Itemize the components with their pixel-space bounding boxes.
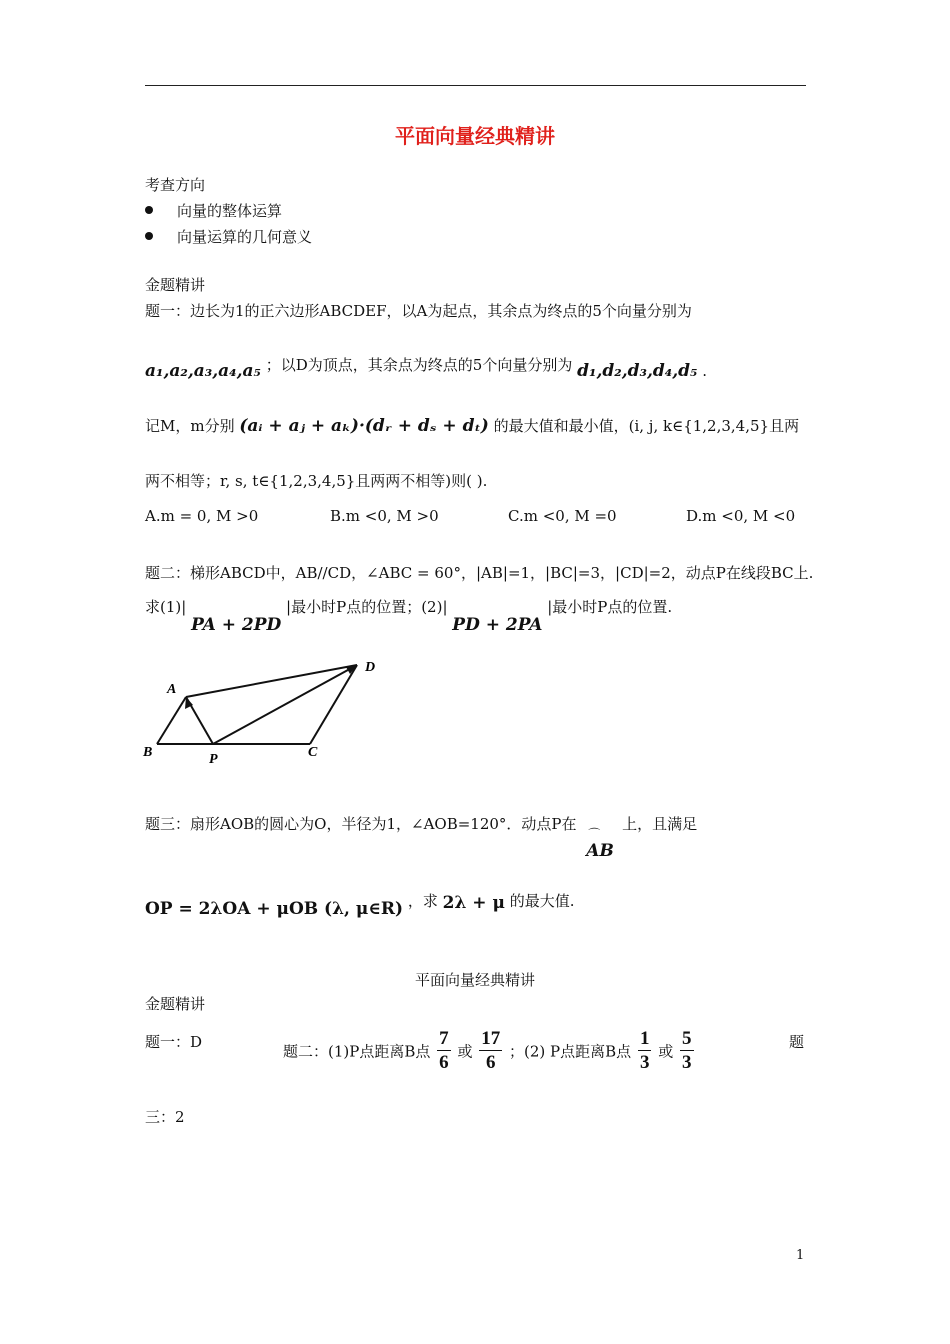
trapezoid-figure	[140, 655, 390, 770]
answer-2: 题二：(1)P点距离B点 $\frac{7}{6}$ 或 $\frac{17}{6}$ ；(2) P点距离B点 $\frac{1}{3}$ 或 $\frac{5}{3}$	[283, 1028, 696, 1076]
answer-1: 题一：D	[145, 1033, 203, 1051]
problem1-line2: a₁,a₂,a₃,a₄,a₅ ；以D为顶点，其余点为终点的5个向量分别为 d₁,d₂,d₃,d₄,d₅ .	[145, 356, 708, 381]
option-b: B.m <0, M >0	[330, 507, 439, 525]
bullet-icon	[145, 232, 153, 240]
problem3-line1: 题三：扇形AOB的圆心为O，半径为1，∠AOB=120°．动点P在 ⌒ AB 上，且满足	[145, 815, 698, 861]
label-c: C	[308, 745, 318, 760]
label-a: A	[167, 682, 177, 697]
problem1-line4: 两不相等；r, s, t∈{1,2,3,4,5}且两两不相等)则( ).	[145, 472, 488, 490]
problem2-line2: 求(1)| PA + 2PD |最小时P点的位置；(2)| PD + 2PA |最小时P点的位置.	[145, 598, 673, 635]
problems-heading: 金题精讲	[145, 276, 206, 294]
answers-heading: 金题精讲	[145, 995, 206, 1013]
problem2-expression-1: PA + 2PD	[191, 615, 282, 635]
header-rule	[145, 85, 806, 86]
answers-title: 平面向量经典精讲	[414, 971, 535, 989]
answer-3: 三：2	[145, 1108, 185, 1126]
fraction-7-6: $\frac{7}{6}$	[439, 1028, 449, 1073]
problem2-expression-2: PD + 2PA	[452, 615, 543, 635]
vector-pd	[213, 665, 357, 744]
direction-item-2: 向量运算的几何意义	[145, 228, 312, 247]
d-vectors: d₁,d₂,d₃,d₄,d₅	[577, 361, 698, 381]
edge-ab	[157, 697, 186, 744]
arc-ab: AB	[586, 841, 614, 861]
fraction-1-3: $\frac{1}{3}$	[639, 1028, 650, 1073]
answer-3-prefix: 题	[789, 1033, 805, 1051]
bullet-icon	[145, 206, 153, 214]
fraction-5-3: $\frac{5}{3}$	[682, 1028, 692, 1073]
edge-ad	[186, 665, 357, 697]
page-number: 1	[796, 1248, 805, 1263]
a-vectors: a₁,a₂,a₃,a₄,a₅	[145, 361, 261, 381]
option-c: C.m <0, M =0	[508, 507, 617, 525]
option-d: D.m <0, M <0	[686, 507, 796, 525]
direction-item-1: 向量的整体运算	[145, 202, 282, 221]
fraction-17-6: $\frac{17}{6}$	[481, 1028, 501, 1073]
problem3-line2: OP = 2λOA + μOB (λ, μ∈R) ，求 2λ + μ 的最大值.	[145, 892, 575, 919]
problem2-line1: 题二：梯形ABCD中，AB//CD，∠ABC = 60°，|AB|=1，|BC|=3，|CD|=2，动点P在线段BC上.	[145, 564, 814, 582]
label-p: P	[209, 752, 218, 767]
arc-icon: ⌒	[588, 827, 601, 841]
direction-heading: 考查方向	[145, 176, 206, 194]
problem1-line1: 题一：边长为1的正六边形ABCDEF，以A为起点，其余点为终点的5个向量分别为	[145, 302, 692, 320]
option-a: A.m = 0, M >0	[145, 507, 259, 525]
problem3-target: 2λ + μ	[442, 893, 505, 913]
label-d: D	[365, 660, 376, 675]
problem1-expression: (aᵢ + aⱼ + aₖ)·(dᵣ + dₛ + dₜ)	[239, 416, 489, 436]
problem1-line3: 记M，m分别 (aᵢ + aⱼ + aₖ)·(dᵣ + dₛ + dₜ) 的最大值和最小值，(i, j, k∈{1,2,3,4,5}且两	[145, 416, 800, 436]
page-title: 平面向量经典精讲	[395, 124, 555, 148]
problem3-expression: OP = 2λOA + μOB (λ, μ∈R)	[145, 899, 404, 919]
label-b: B	[143, 745, 153, 760]
